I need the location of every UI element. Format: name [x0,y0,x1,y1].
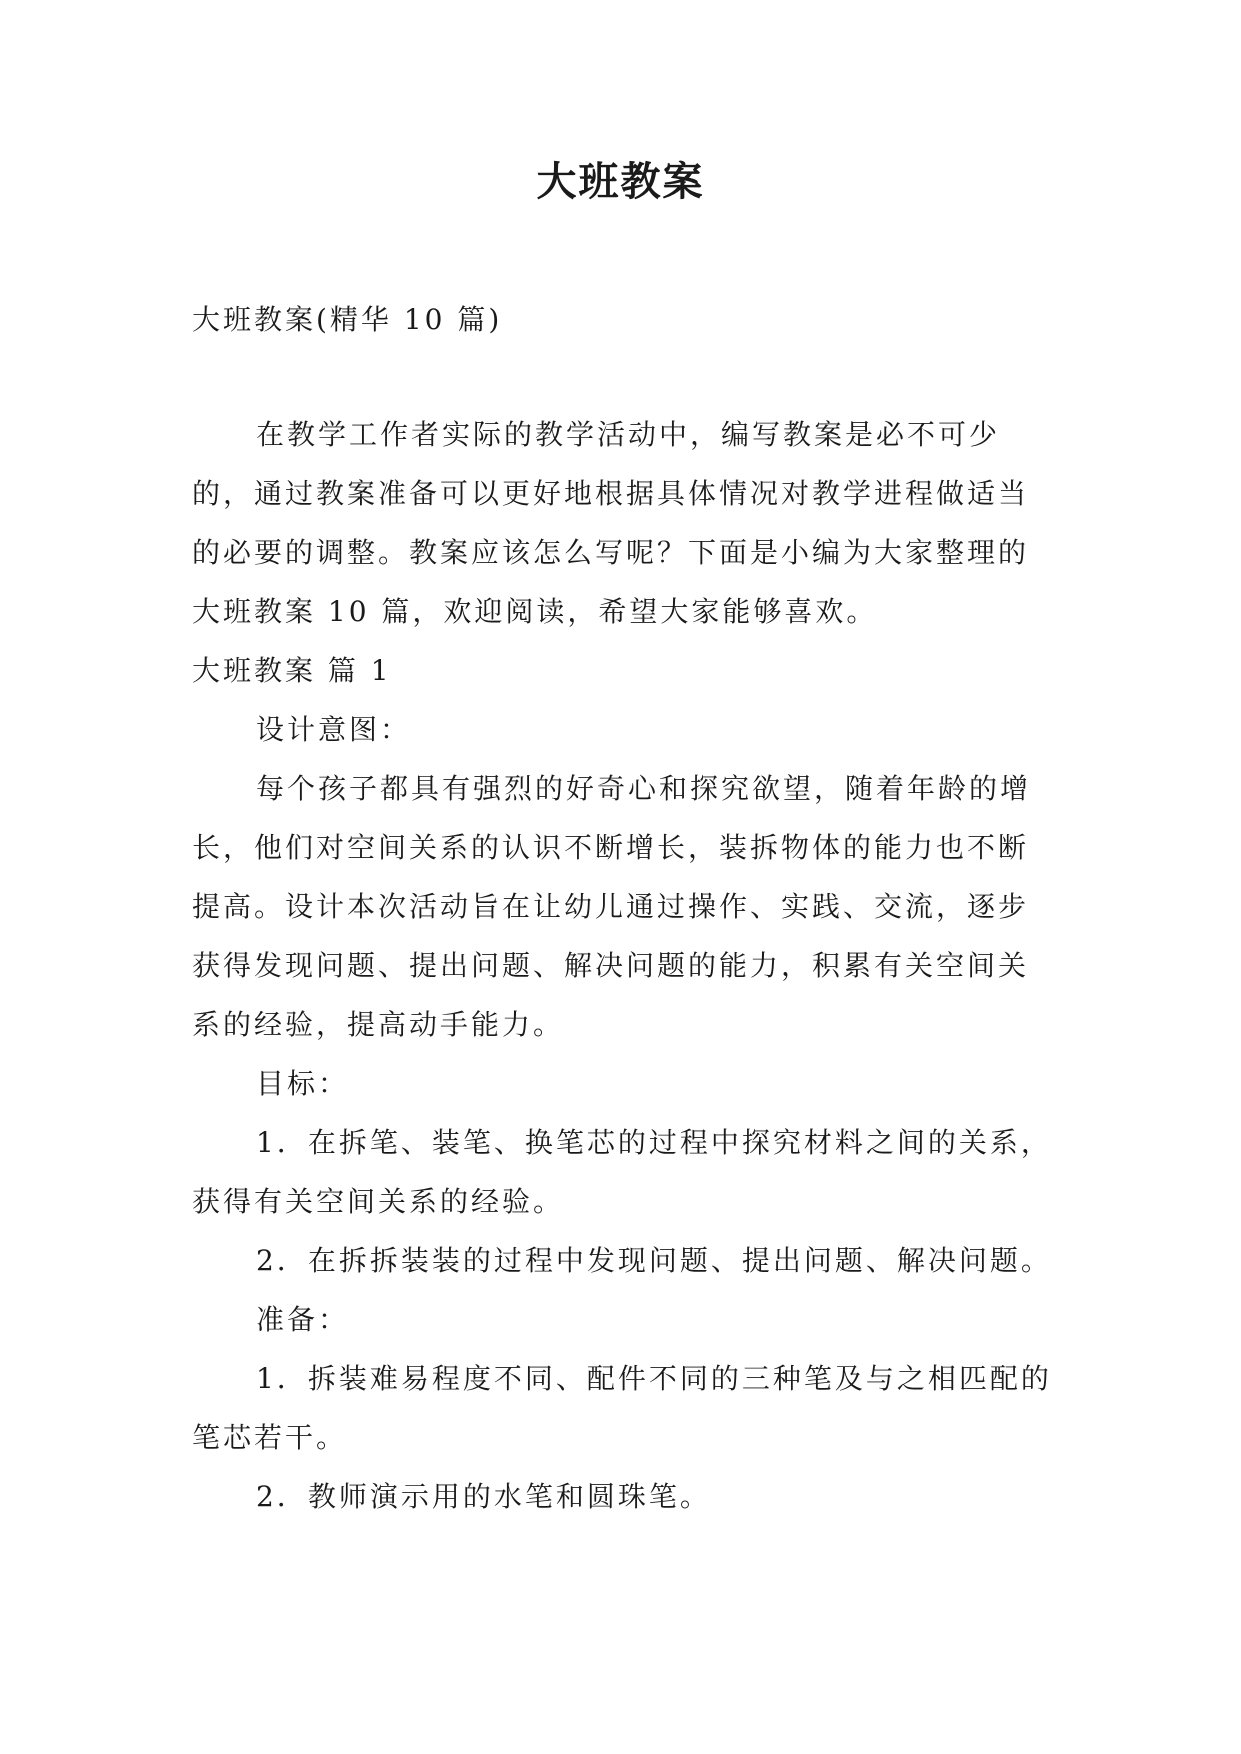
design-intent-paragraph: 每个孩子都具有强烈的好奇心和探究欲望，随着年龄的增长，他们对空间关系的认识不断增长，装拆物体的能力也不断提高。设计本次活动旨在让幼儿通过操作、实践、交流，逐步获得发现问题、提出问题、解决问题的能力，积累有关空间关系的经验，提高动手能力。 [192,772,1032,1041]
document-subtitle: 大班教案(精华 10 篇) [192,303,503,336]
section-heading: 大班教案 篇 1 [192,654,392,687]
goal-item: 2．在拆拆装装的过程中发现问题、提出问题、解决问题。 [256,1244,1052,1277]
document-body [192,405,1054,1526]
preparation-item: 1．拆装难易程度不同、配件不同的三种笔及与之相匹配的笔芯若干。 [192,1362,1052,1454]
design-intent-label: 设计意图： [256,713,412,746]
document-title: 大班教案 [536,159,705,205]
goals-label: 目标： [256,1067,350,1100]
preparation-label: 准备： [256,1303,350,1336]
preparation-item: 2．教师演示用的水笔和圆珠笔。 [256,1480,711,1513]
intro-paragraph: 在教学工作者实际的教学活动中，编写教案是必不可少的，通过教案准备可以更好地根据具体情况对教学进程做适当的必要的调整。教案应该怎么写呢？下面是小编为大家整理的大班教案 10 篇，欢迎阅读，希望大家能够喜欢。 [192,418,1030,628]
goal-item: 1．在拆笔、装笔、换笔芯的过程中探究材料之间的关系，获得有关空间关系的经验。 [192,1126,1052,1218]
